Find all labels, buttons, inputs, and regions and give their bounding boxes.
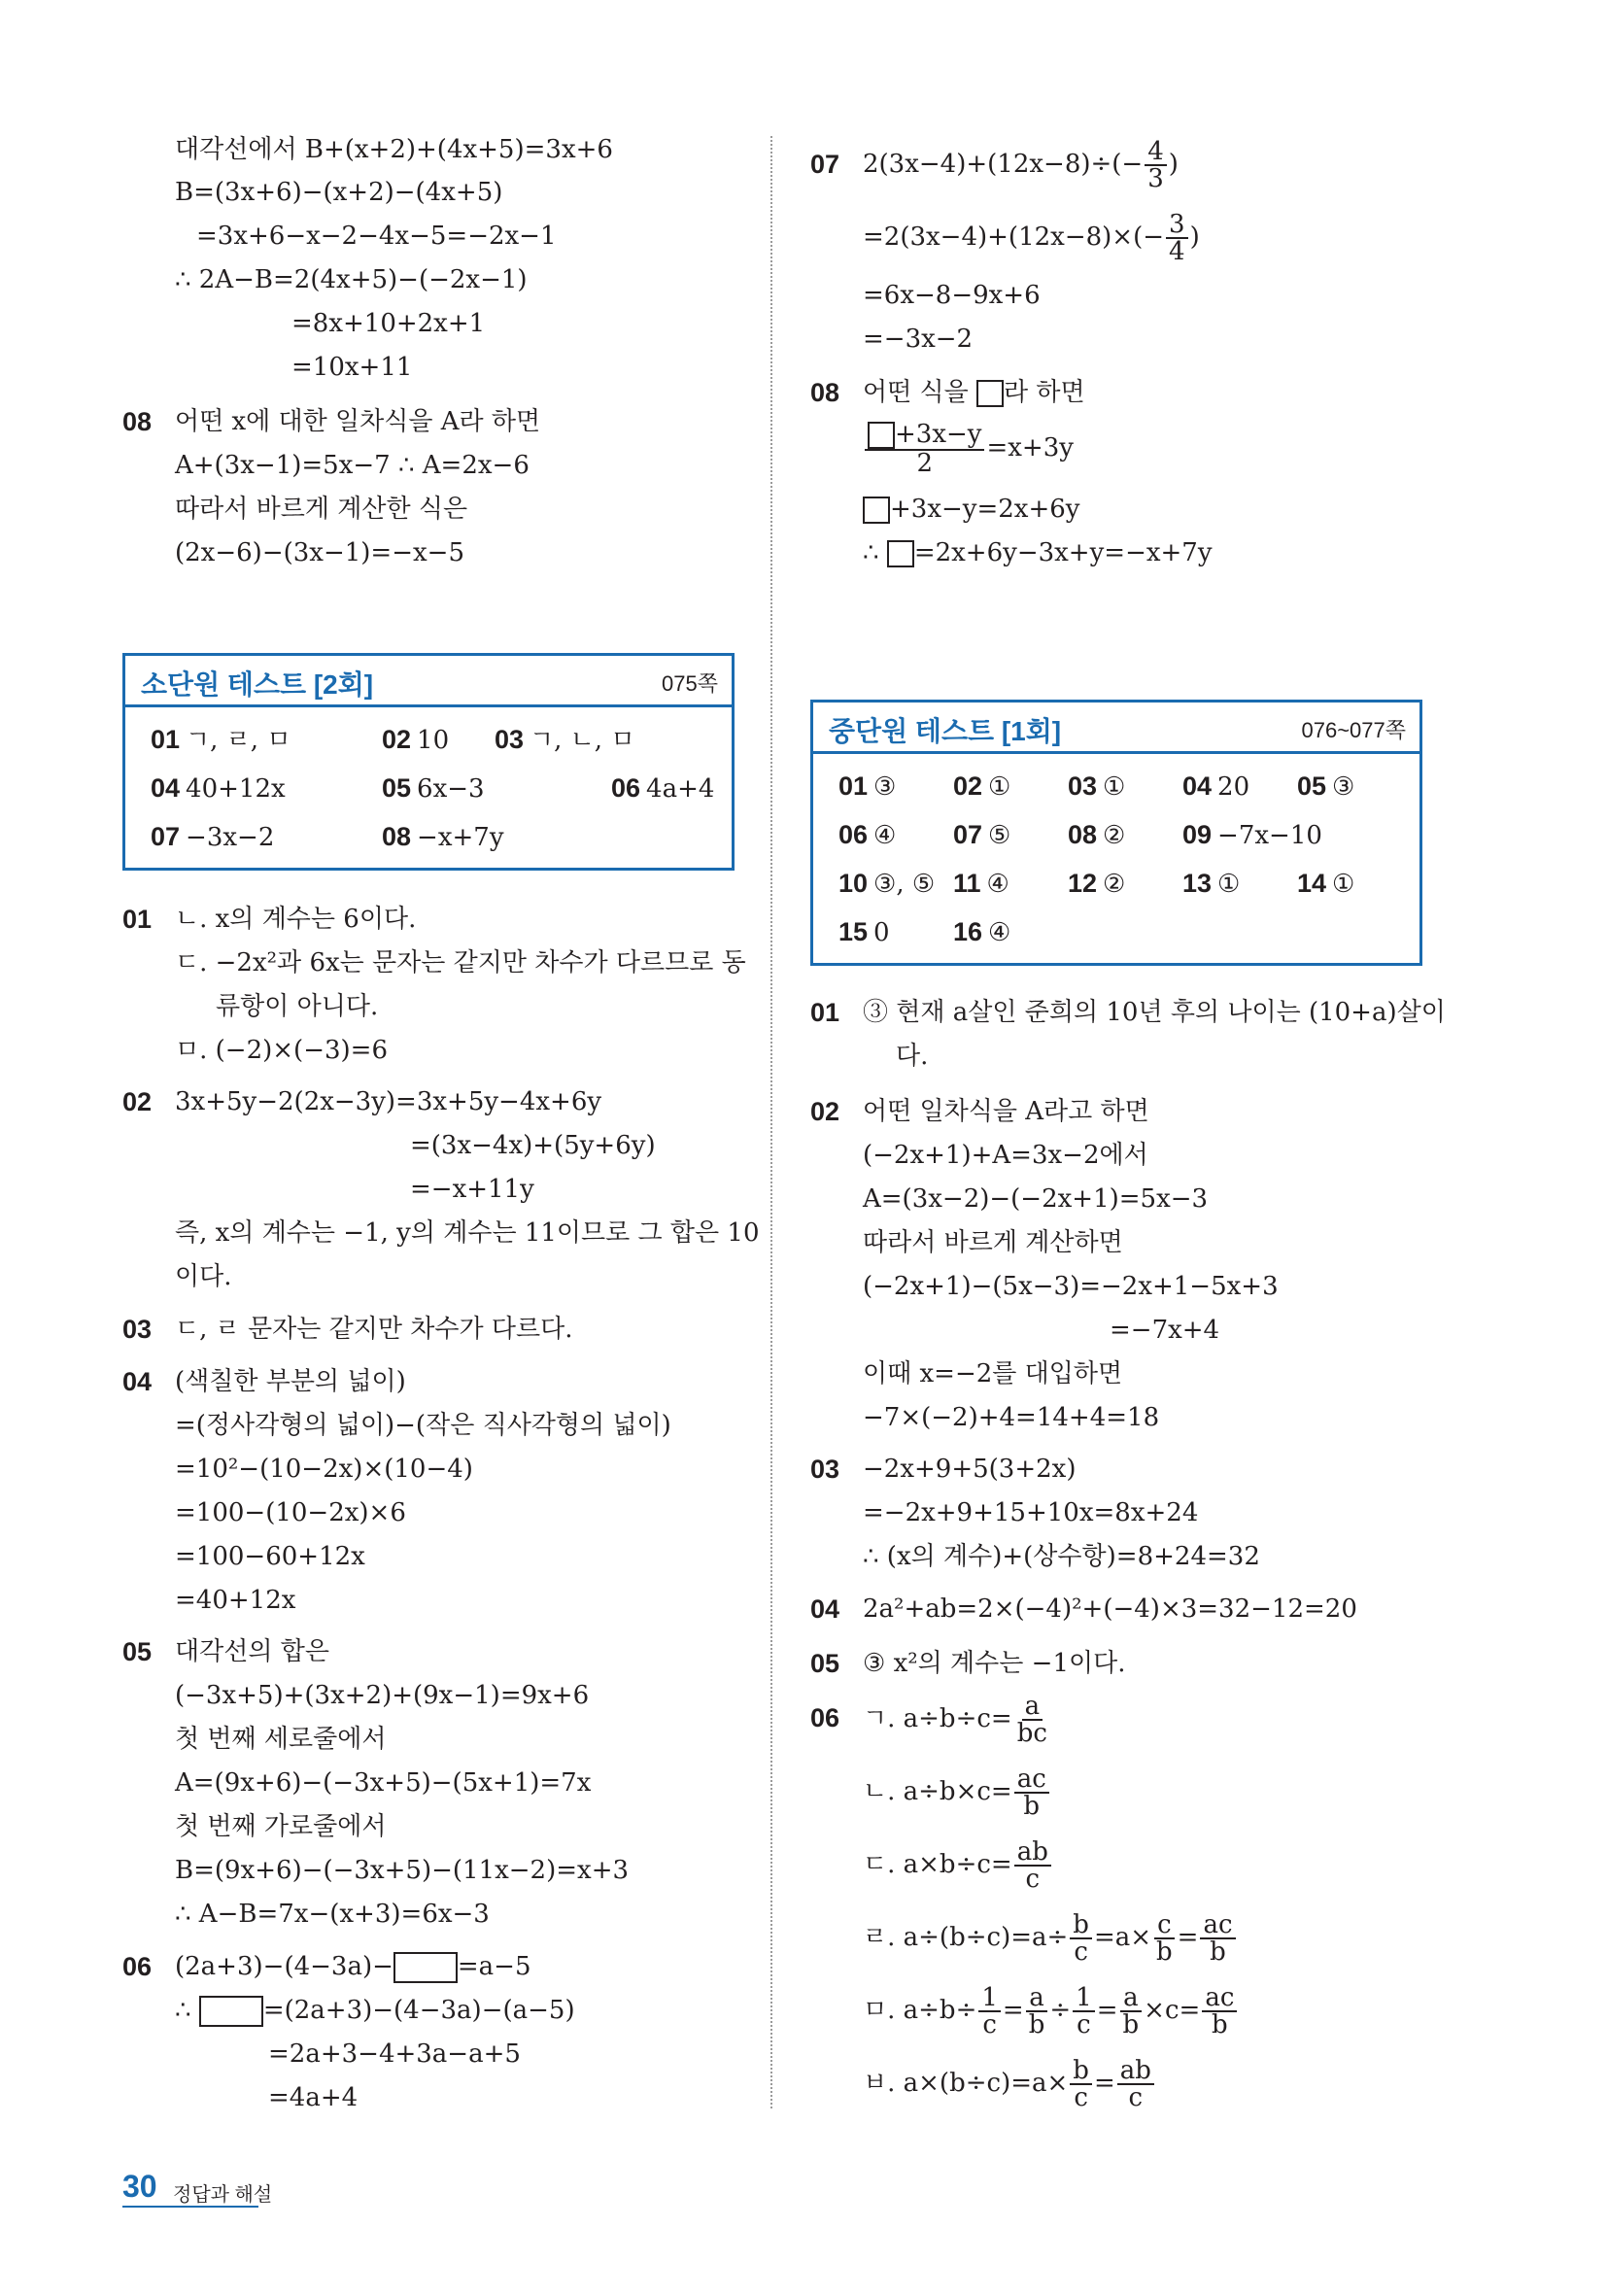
solution-line: ③ x²의 계수는 −1이다. bbox=[863, 1649, 1126, 1678]
solution-line: =−7x+4 bbox=[1110, 1316, 1220, 1345]
answer-item: 14 ① bbox=[1297, 869, 1355, 899]
box-page-ref: 076~077쪽 bbox=[1301, 718, 1406, 742]
solution-line: 이다. bbox=[175, 1262, 232, 1291]
box-header bbox=[125, 656, 732, 707]
solution-line: ㅁ. (−2)×(−3)=6 bbox=[175, 1036, 388, 1065]
problem-number: 03 bbox=[810, 1455, 840, 1484]
fraction: $\frac{ac}{b}$ bbox=[1200, 1912, 1235, 1965]
solution-line: ∴ =(2a+3)−(4−3a)−(a−5) bbox=[175, 1996, 575, 2025]
answer-item: 02 ① bbox=[953, 771, 1011, 802]
solution-line: ㅁ. a÷b÷ $\frac{1}{c}$ = $\frac{a}{b}$ ÷ $\frac{1}{c}$ = $\frac{a}{b}$ ×c= $\frac{ac}{b}$ bbox=[863, 1982, 1239, 2039]
solution-line: 첫 번째 가로줄에서 bbox=[175, 1812, 387, 1841]
solution-line: ㄹ. a÷(b÷c)=a÷ $\frac{b}{c}$ =a× $\frac{c}{b}$ = $\frac{ac}{b}$ bbox=[863, 1909, 1238, 1966]
fraction: $\frac{ac}{b}$ bbox=[1014, 1766, 1049, 1819]
quiz-answer-box bbox=[122, 653, 735, 871]
answer-item: 06 4a+4 bbox=[611, 773, 715, 804]
solution-line: ㄷ. a×b÷c= $\frac{ab}{c}$ bbox=[863, 1836, 1053, 1893]
answer-item: 05 6x−3 bbox=[382, 773, 485, 804]
solution-line: (색칠한 부분의 넓이) bbox=[175, 1367, 406, 1396]
problem-number: 02 bbox=[810, 1097, 840, 1126]
solution-line: ∴ A−B=7x−(x+3)=6x−3 bbox=[175, 1900, 490, 1929]
fraction: $\frac{+3x-y}{2}$ bbox=[865, 422, 984, 476]
box-title: 소단원 테스트 [2회] bbox=[141, 669, 374, 700]
blank-box bbox=[868, 422, 895, 449]
problem-number: 02 bbox=[122, 1087, 153, 1116]
fraction: $\frac{b}{c}$ bbox=[1070, 2058, 1092, 2110]
solution-line: 어떤 x에 대한 일차식을 A라 하면 bbox=[175, 407, 541, 436]
page-number: 30 bbox=[122, 2169, 157, 2204]
solution-line: 첫 번째 세로줄에서 bbox=[175, 1725, 387, 1754]
solution-line: +3x−y=2x+6y bbox=[863, 494, 1079, 525]
column-divider bbox=[770, 136, 772, 2108]
solution-line: 류항이 아니다. bbox=[216, 992, 379, 1021]
blank-box bbox=[393, 1952, 458, 1983]
answer-item: 04 40+12x bbox=[151, 773, 286, 804]
solution-line: =2a+3−4+3a−a+5 bbox=[268, 2039, 521, 2069]
solution-line: (−2x+1)−(5x−3)=−2x+1−5x+3 bbox=[863, 1272, 1279, 1301]
box-header bbox=[813, 703, 1419, 754]
solution-line: −7×(−2)+4=14+4=18 bbox=[863, 1403, 1160, 1432]
problem-number: 05 bbox=[810, 1649, 840, 1678]
solution-line: (−2x+1)+A=3x−2에서 bbox=[863, 1141, 1148, 1170]
box-title: 중단원 테스트 [1회] bbox=[829, 716, 1062, 746]
solution-line: 따라서 바르게 계산하면 bbox=[863, 1228, 1123, 1257]
answer-item: 01 ③ bbox=[838, 771, 897, 802]
solution-line: =100−(10−2x)×6 bbox=[175, 1498, 406, 1527]
blank-box bbox=[887, 540, 914, 567]
fraction: $\frac{a}{b}$ bbox=[1120, 1985, 1143, 2038]
solution-line: B=(9x+6)−(−3x+5)−(11x−2)=x+3 bbox=[175, 1856, 630, 1885]
solution-line: =100−60+12x bbox=[175, 1542, 365, 1571]
fraction: $\frac{4}{3}$ bbox=[1145, 139, 1167, 191]
solution-line: ㄱ. a÷b÷c= $\frac{a}{bc}$ bbox=[863, 1691, 1052, 1747]
answer-item: 02 10 bbox=[382, 725, 450, 755]
answer-item: 16 ④ bbox=[953, 917, 1011, 947]
intro-line: =3x+6−x−2−4x−5=−2x−1 bbox=[196, 222, 557, 251]
problem-number: 03 bbox=[122, 1315, 153, 1344]
answer-item: 04 20 bbox=[1182, 771, 1250, 802]
box-page-ref: 075쪽 bbox=[662, 671, 718, 696]
problem-number: 05 bbox=[122, 1637, 153, 1666]
solution-line: (2x−6)−(3x−1)=−x−5 bbox=[175, 538, 464, 567]
solution-line: A=(9x+6)−(−3x+5)−(5x+1)=7x bbox=[175, 1768, 592, 1798]
problem-number: 06 bbox=[122, 1952, 153, 1981]
problem-number: 01 bbox=[122, 905, 153, 934]
fraction: $\frac{3}{4}$ bbox=[1166, 212, 1188, 264]
problem-number: 06 bbox=[810, 1703, 840, 1732]
answer-item: 07 −3x−2 bbox=[151, 822, 275, 852]
answer-item: 12 ② bbox=[1068, 869, 1126, 899]
solution-line: =−x+11y bbox=[410, 1175, 534, 1204]
solution-line: =4a+4 bbox=[268, 2083, 359, 2112]
solution-line: (−3x+5)+(3x+2)+(9x−1)=9x+6 bbox=[175, 1681, 590, 1710]
footer-rule bbox=[122, 2206, 258, 2208]
solution-line: =−2x+9+15+10x=8x+24 bbox=[863, 1498, 1199, 1527]
answer-item: 11 ④ bbox=[953, 869, 1009, 899]
answer-item: 08 ② bbox=[1068, 820, 1126, 850]
solution-line: 3x+5y−2(2x−3y)=3x+5y−4x+6y bbox=[175, 1087, 602, 1116]
intro-line: =8x+10+2x+1 bbox=[291, 309, 486, 338]
solution-line: 2a²+ab=2×(−4)²+(−4)×3=32−12=20 bbox=[863, 1594, 1357, 1624]
solution-line: 대각선의 합은 bbox=[175, 1637, 329, 1666]
solution-line: ∴ (x의 계수)+(상수항)=8+24=32 bbox=[863, 1542, 1260, 1571]
fraction: $\frac{c}{b}$ bbox=[1156, 1910, 1173, 1967]
solution-line: 즉, x의 계수는 −1, y의 계수는 11이므로 그 합은 10 bbox=[175, 1218, 760, 1248]
solution-line: ㅂ. a×(b÷c)=a× $\frac{b}{c}$ = $\frac{ab}{c}$ bbox=[863, 2055, 1156, 2111]
blank-box bbox=[199, 1996, 263, 2027]
solution-line: ∴ =2x+6y−3x+y=−x+7y bbox=[863, 538, 1213, 567]
solution-line: ㄷ. −2x²과 6x는 문자는 같지만 차수가 다르므로 동 bbox=[175, 948, 746, 977]
answer-item: 09 −7x−10 bbox=[1182, 820, 1322, 850]
fraction: $\frac{ab}{c}$ bbox=[1117, 2058, 1154, 2110]
solution-line: 이때 x=−2를 대입하면 bbox=[863, 1359, 1123, 1388]
solution-line: 어떤 일차식을 A라고 하면 bbox=[863, 1097, 1149, 1126]
fraction: $\frac{a}{b}$ bbox=[1026, 1985, 1048, 2038]
problem-number: 08 bbox=[810, 378, 840, 407]
answer-item: 03 ① bbox=[1068, 771, 1126, 802]
fraction: $\frac{a}{bc}$ bbox=[1016, 1692, 1047, 1748]
answer-item: 15 0 bbox=[838, 917, 890, 947]
problem-number: 07 bbox=[810, 150, 840, 179]
fraction: $\frac{1}{c}$ bbox=[1073, 1985, 1095, 2038]
answer-item: 07 ⑤ bbox=[953, 820, 1011, 850]
solution-line: $\frac{+3x-y}{2}$ =x+3y bbox=[863, 420, 1074, 476]
solution-line: ㄷ, ㄹ 문자는 같지만 차수가 다르다. bbox=[175, 1315, 573, 1344]
blank-box bbox=[976, 380, 1004, 407]
answer-item: 06 ④ bbox=[838, 820, 897, 850]
problem-number: 04 bbox=[810, 1594, 840, 1624]
answer-item: 05 ③ bbox=[1297, 771, 1355, 802]
solution-line: =(3x−4x)+(5y+6y) bbox=[410, 1131, 656, 1160]
answer-item: 10 ③, ⑤ bbox=[838, 869, 936, 899]
solution-line: 어떤 식을 라 하면 bbox=[863, 378, 1085, 407]
intro-line: 대각선에서 B+(x+2)+(4x+5)=3x+6 bbox=[175, 135, 613, 164]
solution-line: −2x+9+5(3+2x) bbox=[863, 1455, 1077, 1484]
solution-line: (2a+3)−(4−3a)− =a−5 bbox=[175, 1952, 531, 1981]
solution-line: =40+12x bbox=[175, 1586, 296, 1615]
fraction: $\frac{ac}{b}$ bbox=[1202, 1985, 1237, 2038]
fraction: $\frac{b}{c}$ bbox=[1070, 1912, 1092, 1965]
solution-line: ㄴ. x의 계수는 6이다. bbox=[175, 905, 417, 934]
fraction: $\frac{ab}{c}$ bbox=[1014, 1839, 1051, 1892]
solution-line: A+(3x−1)=5x−7 ∴ A=2x−6 bbox=[175, 451, 530, 480]
answer-item: 13 ① bbox=[1182, 869, 1241, 899]
solution-line: =2(3x−4)+(12x−8)×(− $\frac{3}{4}$ ) bbox=[863, 210, 1200, 266]
answer-item: 03 ㄱ, ㄴ, ㅁ bbox=[495, 725, 635, 755]
solution-line: =10²−(10−2x)×(10−4) bbox=[175, 1455, 473, 1484]
solution-line: =6x−8−9x+6 bbox=[863, 281, 1041, 310]
intro-line: =10x+11 bbox=[291, 353, 413, 382]
intro-line: ∴ 2A−B=2(4x+5)−(−2x−1) bbox=[175, 265, 528, 294]
solution-line: 따라서 바르게 계산한 식은 bbox=[175, 495, 468, 524]
unit-test-answer-box bbox=[810, 700, 1422, 966]
blank-box bbox=[863, 497, 890, 524]
solution-line: 다. bbox=[896, 1042, 929, 1071]
fraction: $\frac{1}{c}$ bbox=[978, 1985, 1001, 2038]
intro-line: B=(3x+6)−(x+2)−(4x+5) bbox=[175, 178, 503, 207]
solution-line: ㄴ. a÷b×c= $\frac{ac}{b}$ bbox=[863, 1764, 1051, 1820]
solution-line: A=(3x−2)−(−2x+1)=5x−3 bbox=[863, 1184, 1209, 1214]
problem-number: 08 bbox=[122, 407, 153, 436]
problem-number: 04 bbox=[122, 1367, 153, 1396]
solution-line: =−3x−2 bbox=[863, 325, 974, 354]
answer-item: 08 −x+7y bbox=[382, 822, 504, 852]
solution-line: =(정사각형의 넓이)−(작은 직사각형의 넓이) bbox=[175, 1411, 671, 1440]
footer-label: 정답과 해설 bbox=[173, 2184, 273, 2206]
solution-line: 2(3x−4)+(12x−8)÷(− $\frac{4}{3}$ ) bbox=[863, 137, 1179, 193]
answer-item: 01 ㄱ, ㄹ, ㅁ bbox=[151, 725, 291, 755]
problem-number: 01 bbox=[810, 998, 840, 1027]
solution-line: ③ 현재 a살인 준희의 10년 후의 나이는 (10+a)살이 bbox=[863, 998, 1446, 1027]
